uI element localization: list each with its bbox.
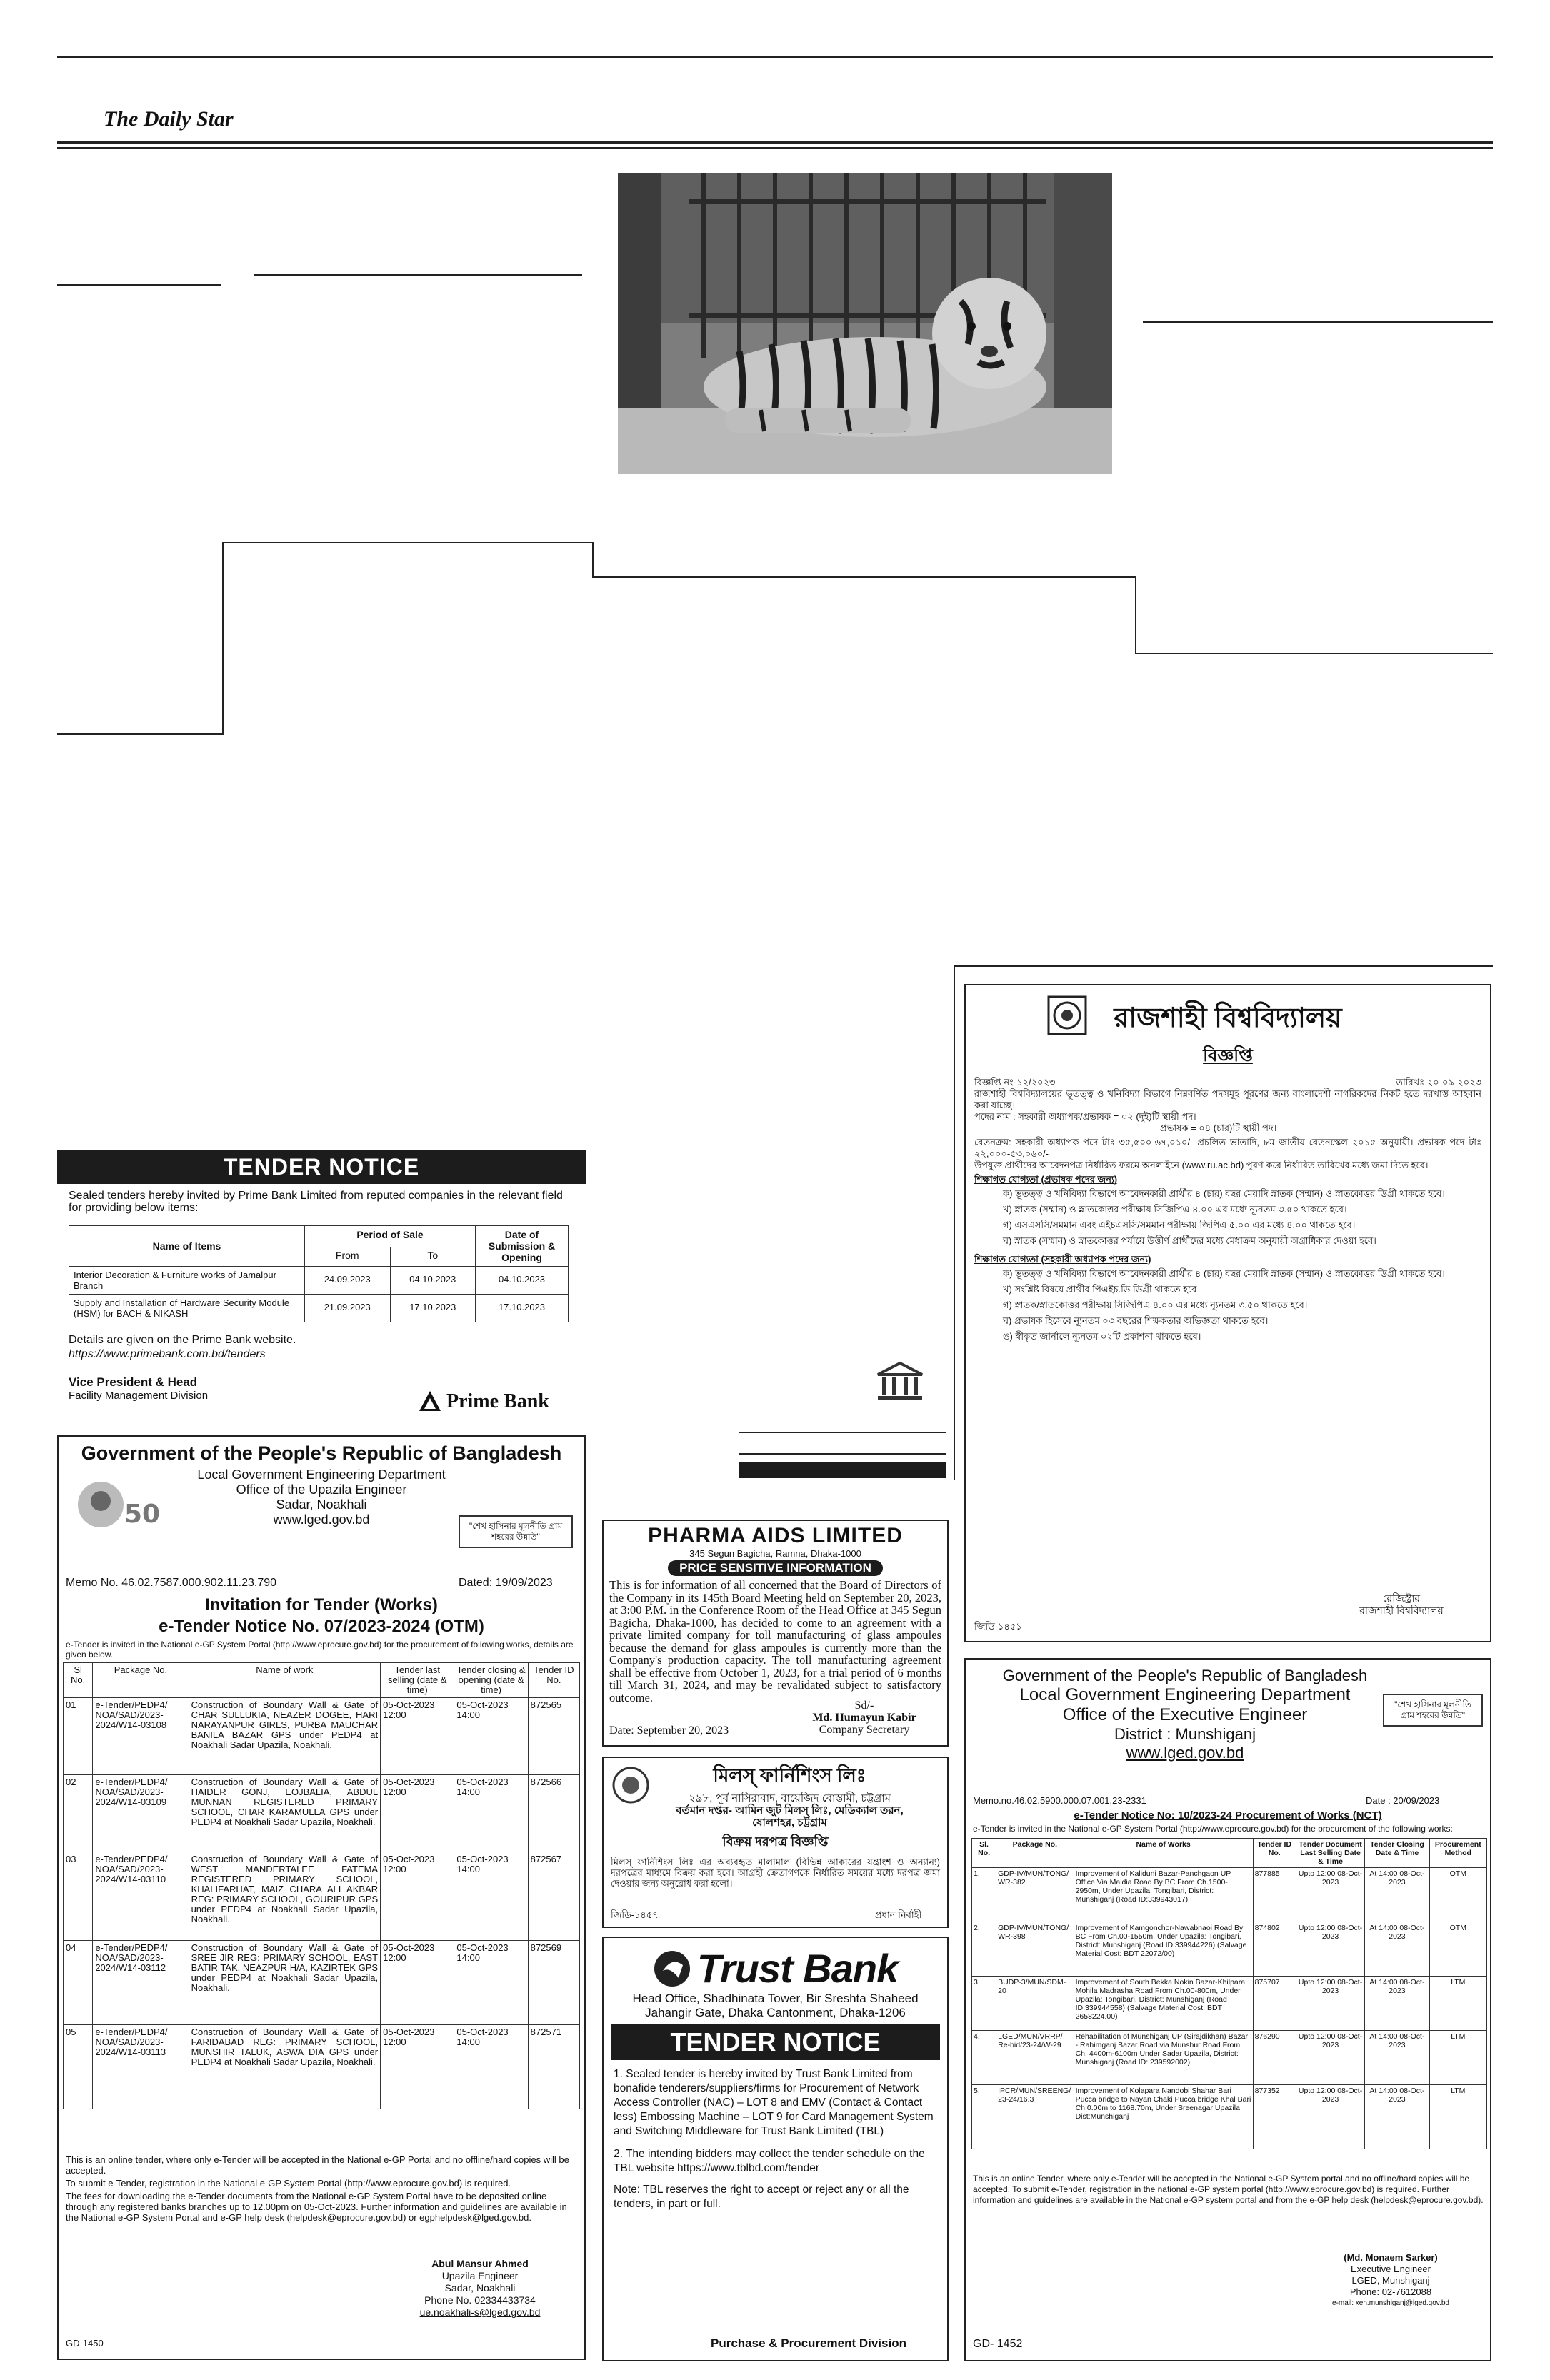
munshiganj-table: Sl. No. Package No. Name of Works Tender ID No. Tender Document Last Selling Date & Time Tender Closing Date & Time Procurement Method 1. GDP-IV/MUN/TONG/ WR-382 Improvement of Kaliduni Bazar-Panchgaon UP Office Via Maldia Road By BC From Ch.1500-2950m, Under Upazila: Tongibari, District: Munshiganj (Road ID:339943017) 877885 Upto 12:00 08-Oct-2023 At 14:00 08-Oct-2023 OTM 2. GDP-IV/MUN/TONG/ WR-398 Improvement of Kamgonchor-Nawabnaoi Road By BC From Ch.00-1550m, Under Upazila: Tongibari, District: Munshiganj (Road ID:339944226) (Salvage Material Cost: BDT 22072/00) 874802 Upto 12:00 08-Oct-2023 At 14:00 08-Oct-2023 OTM 3. BUDP-3/MUN/SDM-20 Improvement of South Bekka Nokin Bazar-Khilpara Mohila Madrasha Road From Ch.00-800m, Under Upazila: Tongibari, District: Munshiganj (Road ID:339944558) (Salvage Material Cost: BDT 2658224.00) 875707 Upto 12:00 08-Oct-2023 At 14:00 08-Oct-2023 LTM 4. LGED/MUN/VRRP/ Re-bid/23-24/W-29 Rehabilitation of Munshiganj UP (Sirajdikhan) Bazar - Rahimganj Bazar Road via Munshur Road From Ch: 4400m-6100m Under Sadar Upazila, District: Munshiganj (Road ID: 239592002) 876290 Upto 12:00 08-Oct-2023 At 14:00 08-Oct-2023 LTM 5. IPCR/MUN/SREENG/ 23-24/16.3 Improvement of Kolapara Nandobi Shahar Bari Pucca bridge to Nayan Chaki Pucca bridge Khal Bari Ch.0.00m to 1168.70m, Under Sreenagar Upazila Dist:Munshiganj 877352 Upto 12:00 08-Oct-2023 At 14:00 08-Oct-2023 LTM <box>971 1838 1487 2149</box>
ru-date: তারিখঃ ২০-০৯-২০২৩ <box>1396 1077 1481 1088</box>
ru-title: রাজশাহী বিশ্ববিদ্যালয় <box>1114 1003 1342 1033</box>
noakhali-table: Sl No. Package No. Name of work Tender last selling (date & time) Tender closing & opening (date & time) Tender ID No. 01 e-Tender/PEDP4/ NOA/SAD/2023-2024/W14-03108 Construction of Boundary Wall & Gate of CHAR SULLUKIA, NEAZER DOGEE, HARI NARAYANPUR GIRLS, PURBA MAUCHAR BANILA BAZAR GPS under PEDP4 at Noakhali Sadar Upazila, Noakhali. 05-Oct-2023 12:00 05-Oct-2023 14:00 872565 02 e-Tender/PEDP4/ NOA/SAD/2023-2024/W14-03109 Construction of Boundary Wall & Gate of HAIDER GONJ, EOJBALIA, ABDUL MUNNAN REGISTERED PRIMARY SCHOOL, CHAR KARAMULLA GPS under PEDP4 at Noakhali Sadar Upazila, Noakhali. 05-Oct-2023 12:00 05-Oct-2023 14:00 872566 03 e-Tender/PEDP4/ NOA/SAD/2023-2024/W14-03110 Construction of Boundary Wall & Gate of WEST MANDERTALEE FATEMA REGISTERED PRIMARY SCHOOL, KHALIFARHAT, MAIZ CHARA ALI AKBAR REG: PRIMARY SCHOOL, GOURIPUR GPS under PEDP4 at Noakhali Sadar Upazila, Noakhali. 05-Oct-2023 12:00 05-Oct-2023 14:00 872567 04 e-Tender/PEDP4/ NOA/SAD/2023-2024/W14-03112 Construction of Boundary Wall & Gate of SREE JIR REG: PRIMARY SCHOOL, EAST BATIR TAK, NEAZPUR H/A, KAZIRTEK GPS under PEDP4 at Noakhali Sadar Upazila, Noakhali. 05-Oct-2023 12:00 05-Oct-2023 14:00 872569 05 e-Tender/PEDP4/ NOA/SAD/2023-2024/W14-03113 Construction of Boundary Wall & Gate of FARIDABAD REG: PRIMARY SCHOOL, MUNSHIR TALUK, ASWA DIA GPS under PEDP4 at Noakhali Sadar Upazila, Noakhali. 05-Oct-2023 12:00 05-Oct-2023 14:00 872571 <box>63 1662 580 2109</box>
prime-tender-signatory: Vice President & Head <box>69 1375 198 1389</box>
munshiganj-title: e-Tender Notice No: 10/2023-24 Procurement of Works (NCT) <box>1074 1809 1382 1822</box>
pharma-aids-notice <box>602 1520 949 1747</box>
prime-tender-intro: Sealed tenders hereby invited by Prime Bank Limited from reputed companies in the relevant field for providing below items: <box>69 1190 563 1214</box>
table-row: 01 e-Tender/PEDP4/ NOA/SAD/2023-2024/W14-03108 Construction of Boundary Wall & Gate of CHAR SULLUKIA, NEAZER DOGEE, HARI NARAYANPUR GIRLS, PURBA MAUCHAR BANILA BAZAR GPS under PEDP4 at Noakhali Sadar Upazila, Noakhali. 05-Oct-2023 12:00 05-Oct-2023 14:00 872565 <box>64 1698 580 1775</box>
noakhali-dated: Dated: 19/09/2023 <box>459 1577 553 1589</box>
col-to: To <box>390 1247 476 1266</box>
column-rule <box>1143 321 1493 323</box>
ru-signature: রেজিস্ট্রার রাজশাহী বিশ্ববিদ্যালয় <box>1359 1592 1444 1616</box>
munshiganj-gov: Government of the People's Republic of Bangladesh <box>1002 1667 1368 1684</box>
prime-bank-logo: Prime Bank <box>418 1390 549 1414</box>
column-rule <box>57 284 221 286</box>
ru-ref: বিজ্ঞপ্তি নং-১২/২০২৩ <box>974 1077 1056 1088</box>
tiger-photo <box>618 173 1112 474</box>
mills-heading: বিক্রয় দরপত্র বিজ্ঞপ্তি <box>722 1834 829 1849</box>
mills-logo-icon <box>611 1765 651 1805</box>
prime-bank-logo-icon <box>418 1390 442 1414</box>
col-items: Name of Items <box>69 1226 305 1267</box>
noakhali-title2: e-Tender Notice No. 07/2023-2024 (OTM) <box>159 1617 484 1636</box>
noakhali-title1: Invitation for Tender (Works) <box>205 1595 438 1615</box>
prime-tender-url[interactable]: https://www.primebank.com.bd/tenders <box>69 1348 266 1360</box>
trust-p1: 1. Sealed tender is hereby invited by Trust Bank Limited from bonafide tenderers/suppliers/firms for Procurement of Network Access Controller (NAC) – LOT 8 and EMV (Contact & Contact less) Embossing Machine – LOT 9 for Card Management System and Switching Middleware for Trust Bank Limited (TBL) <box>614 2068 934 2137</box>
table-row: 03 e-Tender/PEDP4/ NOA/SAD/2023-2024/W14-03110 Construction of Boundary Wall & Gate of WEST MANDERTALEE FATEMA REGISTERED PRIMARY SCHOOL, KHALIFARHAT, MAIZ CHARA ALI AKBAR REG: PRIMARY SCHOOL, GOURIPUR GPS under PEDP4 at Noakhali Sadar Upazila, Noakhali. 05-Oct-2023 12:00 05-Oct-2023 14:00 872567 <box>64 1852 580 1941</box>
column-rule <box>739 1432 946 1433</box>
noakhali-web[interactable]: www.lged.gov.bd <box>273 1512 370 1527</box>
table-row: 1. GDP-IV/MUN/TONG/ WR-382 Improvement of Kaliduni Bazar-Panchgaon UP Office Via Maldia Road By BC From Ch.1500-2950m, Under Upazila: Tongibari, District: Munshiganj (Road ID:339943017) 877885 Upto 12:00 08-Oct-2023 At 14:00 08-Oct-2023 OTM <box>972 1868 1487 1922</box>
table-row: 04 e-Tender/PEDP4/ NOA/SAD/2023-2024/W14-03112 Construction of Boundary Wall & Gate of SREE JIR REG: PRIMARY SCHOOL, EAST BATIR TAK, NEAZPUR H/A, KAZIRTEK GPS under PEDP4 at Noakhali Sadar Upazila, Noakhali. 05-Oct-2023 12:00 05-Oct-2023 14:00 872569 <box>64 1941 580 2025</box>
lged-munshiganj-tender <box>964 1658 1491 2361</box>
noakhali-office: Office of the Upazila Engineer <box>236 1482 407 1497</box>
masthead-rule-bottom <box>57 147 1493 149</box>
column-rule <box>739 1453 946 1455</box>
prime-tender-details: Details are given on the Prime Bank website. <box>69 1334 296 1346</box>
trust-dept: Purchase & Procurement Division <box>711 2336 906 2350</box>
noakhali-slogan: "শেখ হাসিনার মূলনীতি গ্রাম শহরের উন্নতি" <box>459 1515 573 1548</box>
pharma-signer: Sd/- Md. Humayun Kabir Company Secretary <box>812 1699 916 1736</box>
munshiganj-slogan: "শেখ হাসিনার মূলনীতি গ্রাম শহরের উন্নতি" <box>1383 1694 1483 1727</box>
noakhali-place: Sadar, Noakhali <box>276 1497 367 1512</box>
ru-sub: বিজ্ঞপ্তি <box>1203 1046 1253 1065</box>
column-rule <box>954 965 1493 967</box>
munshiganj-signature: (Md. Monaem Sarker) Executive Engineer LGED, Munshiganj Phone: 02-7612088 e-mail: xen.munshiganj@lged.gov.bd <box>1332 2252 1449 2307</box>
noakhali-gd: GD-1450 <box>66 2338 104 2349</box>
trust-bank-logo-icon <box>653 1949 691 1988</box>
trust-bank-logo: Trust Bank <box>604 1945 947 1992</box>
pharma-body: This is for information of all concerned that the Board of Directors of the Company in its 145th Board Meeting held on September 20, 2023, at 3:00 P.M. in the Conference Room of the Head Office at 345 Segun Bagicha, Dhaka-1000, has decided to come to an agreement with a private limited company for toll manufacturing of glass ampoules because the demand for glass ampoules is currently more than the Company's production capacity. The toll manufacturing agreement shall be effective from October 1, 2023, for a trial period of 6 months till March 31, 2024, and may be revalidated subject to satisfactory outcome. <box>609 1578 941 1704</box>
top-rule <box>57 56 1493 58</box>
noakhali-signature: Abul Mansur Ahmed Upazila Engineer Sadar, Noakhali Phone No. 02334433734 ue.noakhali-s@lged.gov.bd <box>419 2258 541 2318</box>
munshiganj-gd: GD- 1452 <box>973 2338 1023 2350</box>
munshiganj-date: Date : 20/09/2023 <box>1366 1795 1440 1806</box>
trust-title: TENDER NOTICE <box>611 2024 940 2060</box>
noakhali-memo: Memo No. 46.02.7587.000.902.11.23.790 <box>66 1577 277 1589</box>
masthead-rule-top <box>57 141 1493 144</box>
prime-tender-division: Facility Management Division <box>69 1390 209 1402</box>
munshiganj-intro: e-Tender is invited in the National e-GP System Portal (http://www.eprocure.gov.bd) for the procurement of the following works: <box>973 1824 1453 1834</box>
col-from: From <box>305 1247 391 1266</box>
trust-bank-tender <box>602 1937 949 2361</box>
rajshahi-university-notice: রাজশাহী বিশ্ববিদ্যালয় বিজ্ঞপ্তি বিজ্ঞপ্তি নং-১২/২০২৩ তারিখঃ ২০-০৯-২০২৩ রাজশাহী বিশ্ববিদ্যালয়ের ভূতত্ত্ব ও খনিবিদ্যা বিভাগে নিম্নবর্ণিত পদসমূহ পূরণের জন্য বাংলাদেশী নাগরিকদের নিকট হতে দরখাস্ত আহবান করা যাচ্ছে। পদের নাম : সহকারী অধ্যাপক/প্রভাষক = ০২ (দুই)টি স্থায়ী পদ। প্রভাষক = ০৪ (চার)টি স্থায়ী পদ। বেতনক্রম: সহকারী অধ্যাপক পদে টাঃ ৩৫,৫০০-৬৭,০১০/- প্রচলিত ভাতাদি, ৮ম জাতীয় বেতনস্কেল ২০১৫ অনুযায়ী। প্রভাষক পদে টাঃ ২২,০০০-৫৩,০৬০/- উপযুক্ত প্রার্থীদের আবেদনপত্র নির্ধারিত ফরমে অনলাইনে (www.ru.ac.bd) পূরণ করে নির্ধারিত তারিখের মধ্যে জমা দিতে হবে। শিক্ষাগত যোগ্যতা (প্রভাষক পদের জন্য) ক) ভূতত্ত্ব ও খনিবিদ্যা বিভাগে আবেদনকারী প্রার্থীর ৪ (চার) বছর মেয়াদি স্নাতক (সম্মান) ও স্নাতকোত্তর ডিগ্রী থাকতে হবে। খ) স্নাতক (সম্মান) ও স্নাতকোত্তর পরীক্ষায় সিজিপিএ ৪.০০ এর মধ্যে ন্যূনতম ৩.৫০ থাকতে হবে। গ) এসএসসি/সমমান এবং এইচএসসি/সমমান পরীক্ষায় জিপিএ ৫.০০ এর মধ্যে ৪.০০ থাকতে হবে। ঘ) স্নাতক (সম্মান) ও স্নাতকোত্তর পর্যায়ে উত্তীর্ণ প্রার্থীদের মধ্যে মেধাক্রম অনুযায়ী অগ্রাধিকার দেওয়া হবে। শিক্ষাগত যোগ্যতা (সহকারী অধ্যাপক পদের জন্য) ক) ভূতত্ত্ব ও খনিবিদ্যা বিভাগে আবেদনকারী প্রার্থীর ৪ (চার) বছর মেয়াদি স্নাতক (সম্মান) ও স্নাতকোত্তর ডিগ্রী থাকতে হবে। খ) সংশ্লিষ্ট বিষয়ে প্রার্থীর পিএইচ.ডি ডিগ্রী থাকতে হবে। গ) স্নাতক/স্নাতকোত্তর পরীক্ষায় সিজিপিএ ৪.০০ এর মধ্যে ন্যূনতম ৩.৫০ থাকতে হবে। ঘ) প্রভাষক হিসেবে ন্যূনতম ০৩ বছরের শিক্ষকতার অভিজ্ঞতা থাকতে হবে। ঙ) স্বীকৃত জার্নালে ন্যূনতম ০২টি প্রকাশনা থাকতে হবে। রেজিস্ট্রার রাজশাহী বিশ্ববিদ্যালয় জিডি-১৪৫১ <box>964 984 1491 1642</box>
munshiganj-dept: Local Government Engineering Department <box>1019 1685 1351 1704</box>
table-row: 3. BUDP-3/MUN/SDM-20 Improvement of South Bekka Nokin Bazar-Khilpara Mohila Madrasha Road From Ch.00-800m, Under Upazila: Tongibari, District: Munshiganj (Road ID:339944558) (Salvage Material Cost: BDT 2658224.00) 875707 Upto 12:00 08-Oct-2023 At 14:00 08-Oct-2023 LTM <box>972 1977 1487 2031</box>
column-rule <box>254 274 582 276</box>
table-row: Supply and Installation of Hardware Security Module (HSM) for BACH & NIKASH 21.09.2023 17.10.2023 17.10.2023 <box>69 1295 569 1322</box>
mills-title: মিলস্ ফার্নিশিংস লিঃ <box>713 1764 866 1786</box>
svg-text:50: 50 <box>124 1500 161 1529</box>
table-row: 5. IPCR/MUN/SREENG/ 23-24/16.3 Improvement of Kolapara Nandobi Shahar Bari Pucca bridge to Nayan Chaki Pucca bridge Khal Bari Ch.0.00m to 1168.70m, Under Sreenagar Upazila Dist:Munshiganj 877352 Upto 12:00 08-Oct-2023 At 14:00 08-Oct-2023 LTM <box>972 2085 1487 2149</box>
prime-tender-title: TENDER NOTICE <box>57 1150 586 1184</box>
table-row: 05 e-Tender/PEDP4/ NOA/SAD/2023-2024/W14-03113 Construction of Boundary Wall & Gate of FARIDABAD REG: PRIMARY SCHOOL, MUNSHIR TALUK, ASWA DIA GPS under PEDP4 at Noakhali Sadar Upazila, Noakhali. 05-Oct-2023 12:00 05-Oct-2023 14:00 872571 <box>64 2025 580 2109</box>
trust-p2: 2. The intending bidders may collect the tender schedule on the TBL website https://www.tblbd.com/tender <box>614 2148 925 2174</box>
noakhali-gov: Government of the People's Republic of Bangladesh <box>81 1442 562 1464</box>
col-period: Period of Sale <box>305 1226 476 1247</box>
noakhali-footer: This is an online tender, where only e-Tender will be accepted in the National e-GP Portal and no offline/hard copies will be accepted. To submit e-Tender, registration in the National e-GP System Portal (http://www.eprocure.gov.bd) is required. The fees for downloading the e-Tender documents from the National e-GP System Portal have to be deposited online through any registered banks branches up to 12.00pm on 05-Oct-2023. Further information and guidelines are available in the National e-GP System Portal and e-GP help desk (helpdesk@eprocure.gov.bd) or egphelpdesk@lged.gov.bd. <box>66 2154 569 2223</box>
prime-bank-tender-notice <box>57 1150 586 1428</box>
noakhali-intro: e-Tender is invited in the National e-GP System Portal (http://www.eprocure.gov.bd) for the procurement of following works, details are given below. <box>66 1640 574 1660</box>
ad-space-outline <box>57 543 1493 735</box>
table-row: 2. GDP-IV/MUN/TONG/ WR-398 Improvement of Kamgonchor-Nawabnaoi Road By BC From Ch.00-1550m, Under Upazila: Tongibari, District: Munshiganj (Road ID:339944226) (Salvage Material Cost: BDT 22072/00) 874802 Upto 12:00 08-Oct-2023 At 14:00 08-Oct-2023 OTM <box>972 1922 1487 1977</box>
mills-gd: জিডি-১৪৫৭ <box>611 1909 659 1920</box>
mills-body: মিলস্ ফার্নিশিংস লিঃ এর অব্যবহৃত মালামাল (বিভিন্ন আকারের যন্ত্রাংশ ও অন্যান্য) দরপত্রের মাধ্যমে বিক্রয় করা হবে। আগ্রহী ক্রেতাগণকে নির্ধারিত সময়ের মধ্যে দরপত্র জমা দেওয়ার জন্য অনুরোধ করা হলো। <box>611 1857 940 1889</box>
table-row: 02 e-Tender/PEDP4/ NOA/SAD/2023-2024/W14-03109 Construction of Boundary Wall & Gate of HAIDER GONJ, EOJBALIA, ABDUL MUNNAN REGISTERED PRIMARY SCHOOL, CHAR KARAMULLA GPS under PEDP4 at Noakhali Sadar Upazila, Noakhali. 05-Oct-2023 12:00 05-Oct-2023 14:00 872566 <box>64 1775 580 1852</box>
table-row: 4. LGED/MUN/VRRP/ Re-bid/23-24/W-29 Rehabilitation of Munshiganj UP (Sirajdikhan) Bazar - Rahimganj Bazar Road via Munshur Road From Ch: 4400m-6100m Under Sadar Upazila, District: Munshiganj (Road ID: 239592002) 876290 Upto 12:00 08-Oct-2023 At 14:00 08-Oct-2023 LTM <box>972 2031 1487 2085</box>
prime-tender-table <box>69 1225 569 1322</box>
munshiganj-footer: This is an online Tender, where only e-Tender will be accepted in the National e-GP System portal and no offline/hard copies will be accepted. To submit e-Tender, registration in the national e-GP system portal (http://www.eprocure.gov.bd) is required. Further information and guidelines are available in the National e-GP system portal and from the e-GP help desk (helpdesk@eprocure.gov.bd). <box>973 2174 1484 2205</box>
lged-noakhali-tender <box>57 1435 586 2360</box>
mills-signer: প্রধান নির্বাহী <box>875 1909 922 1920</box>
ru-emblem-icon <box>1046 994 1089 1037</box>
noakhali-dept: Local Government Engineering Department <box>197 1467 446 1482</box>
trust-addr2: Jahangir Gate, Dhaka Cantonment, Dhaka-1206 <box>645 2006 906 2019</box>
government-emblem <box>69 1472 161 1544</box>
munshiganj-web[interactable]: www.lged.gov.bd <box>1126 1744 1244 1762</box>
munshiganj-memo: Memo.no.46.02.5900.000.07.001.23-2331 <box>973 1795 1146 1806</box>
ru-gd: জিডি-১৪৫১ <box>974 1621 1022 1632</box>
table-row: Interior Decoration & Furniture works of Jamalpur Branch 24.09.2023 04.10.2023 04.10.2023 <box>69 1267 569 1295</box>
pharma-address: 345 Segun Bagicha, Ramna, Dhaka-1000 <box>689 1548 861 1559</box>
munshiganj-district: District : Munshiganj <box>1114 1725 1256 1743</box>
masthead: The Daily Star <box>104 107 234 131</box>
trust-note: Note: TBL reserves the right to accept or reject any or all the tenders, in part or full. <box>614 2184 909 2210</box>
trust-addr1: Head Office, Shadhinata Tower, Bir Sreshta Shaheed <box>632 1992 919 2005</box>
pharma-banner: PRICE SENSITIVE INFORMATION <box>668 1560 883 1576</box>
munshiganj-office: Office of the Executive Engineer <box>1062 1705 1308 1724</box>
bank-building-icon <box>875 1360 925 1403</box>
pharma-title: PHARMA AIDS LIMITED <box>648 1524 903 1547</box>
dark-band <box>739 1462 946 1478</box>
column-rule <box>954 965 955 1480</box>
pharma-date: Date: September 20, 2023 <box>609 1724 729 1737</box>
mills-furnishings-notice: মিলস্ ফার্নিশিংস লিঃ ২৯৮, পূর্ব নাসিরাবাদ, বায়েজিদ বোস্তামী, চট্টগ্রাম বর্তমান দপ্তর- আমিন জুট মিলস্ লিঃ, মেডিক্যাল তরন, ষোলশহর, চট্টগ্রাম বিক্রয় দরপত্র বিজ্ঞপ্তি মিলস্ ফার্নিশিংস লিঃ এর অব্যবহৃত মালামাল (বিভিন্ন আকারের যন্ত্রাংশ ও অন্যান্য) দরপত্রের মাধ্যমে বিক্রয় করা হবে। আগ্রহী ক্রেতাগণকে নির্ধারিত সময়ের মধ্যে দরপত্র জমা দেওয়ার জন্য অনুরোধ করা হলো। জিডি-১৪৫৭ প্রধান নির্বাহী <box>602 1757 949 1928</box>
col-date: Date of Submission & Opening <box>476 1226 569 1267</box>
